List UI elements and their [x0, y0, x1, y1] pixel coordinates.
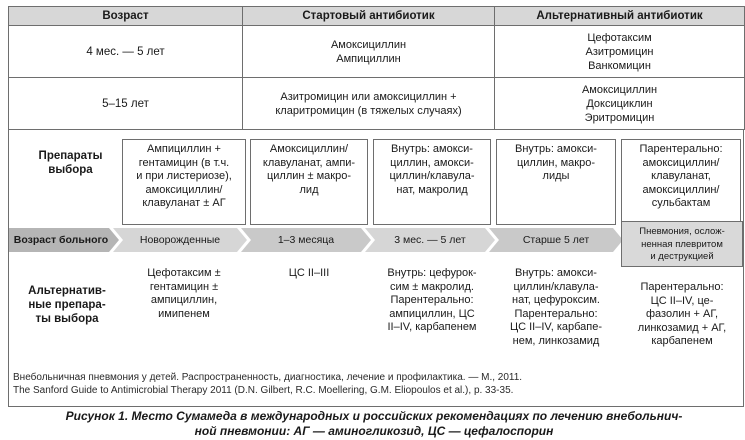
alt-text-line: циллин/клавула- — [513, 280, 599, 293]
alt-text-line: нем, линкозамид — [512, 334, 600, 347]
alt-label-line: Альтернатив- — [28, 285, 106, 297]
alt-text-line: сим ± макролид. — [390, 280, 474, 293]
alt-text-line: фазолин + АГ, — [645, 308, 719, 320]
box-line: и при листериозе), — [136, 170, 232, 182]
alt-text-line: гентамицин ± — [149, 280, 219, 293]
choice-box-1-3-months — [250, 139, 368, 225]
alt-text-line: ЦС II–III — [288, 267, 330, 279]
box-line: Внутрь: амокси- — [391, 143, 473, 155]
alt-3m-5y — [371, 267, 493, 335]
source-line: Внебольничная пневмония у детей. Распространенность, диагностика, лечение и профилактика. — М., 2011. — [13, 372, 523, 383]
box-line: клавуланат, ампи- — [262, 156, 356, 169]
choice-label-line: Препараты — [38, 150, 103, 162]
box-line: циллин/клавула- — [389, 170, 475, 182]
choice-box-newborn — [122, 139, 246, 225]
box-line: ненная плевритом — [641, 238, 723, 250]
header-alt-antibiotic: Альтернативный антибиотик — [495, 7, 745, 26]
alt-line: Ванкомицин — [588, 59, 651, 72]
alt-text-line: карбапенем — [651, 335, 713, 347]
stage-label-1-3-months: 1–3 месяца — [277, 234, 335, 246]
start-line: Азитромицин или амоксициллин + — [280, 90, 457, 103]
alt-text-line: имипенем — [158, 307, 210, 320]
choice-box-3m-5y — [373, 139, 491, 225]
alt-over-5y — [494, 267, 618, 348]
box-line: гентамицин (в т.ч. — [138, 156, 230, 169]
start-line: кларитромицин (в тяжелых случаях) — [275, 104, 462, 117]
box-line: Внутрь: амокси- — [515, 143, 597, 155]
start-cell — [243, 78, 495, 130]
box-line: циллин ± макро- — [266, 170, 352, 182]
box-line: циллин, амокси- — [390, 156, 474, 169]
box-line: амоксициллин/ — [145, 183, 223, 196]
start-line: Амоксициллин — [330, 38, 407, 51]
caption-line: ной пневмонии: АГ — аминогликозид, ЦС — цефалоспорин — [194, 423, 554, 438]
alt-text-line: II–IV, карбапенем — [387, 321, 477, 333]
table-header-row — [9, 7, 745, 26]
alt-text-line: Внутрь: цефурок- — [387, 267, 477, 279]
alt-1-3-months — [250, 267, 368, 281]
header-age: Возраст — [9, 7, 243, 26]
alt-line: Доксициклин — [586, 97, 653, 110]
caption-line: Рисунок 1. Место Сумамеда в международных и российских рекомендациях по лечению внебольнич- — [65, 409, 683, 423]
alt-text-line: Парентерально: — [640, 281, 724, 293]
alt-label-line: ты выбора — [35, 313, 99, 325]
box-line: Парентерально: — [639, 143, 723, 155]
alt-text-line: Парентерально: — [390, 294, 474, 306]
box-line: нат, макролид — [396, 183, 468, 196]
alt-text-line: Парентерально: — [514, 307, 598, 320]
source-references — [9, 371, 745, 397]
age-cell: 5–15 лет — [9, 78, 243, 130]
start-cell — [243, 26, 495, 78]
source-line: The Sanford Guide to Antimicrobial Therapy 2011 (D.N. Gilbert, R.C. Moellering, G.M. Eliopoulos et al.), p. 33-35. — [13, 385, 514, 396]
alt-text-line: ЦС II–IV, це- — [650, 294, 714, 307]
alt-line: Амоксициллин — [581, 83, 658, 96]
box-line: клавуланат, — [651, 170, 711, 182]
alt-text-line: ампициллин, — [150, 294, 218, 306]
stage-label-3m-5y: 3 мес. — 5 лет — [394, 234, 466, 246]
alt-text-line: Цефотаксим ± — [147, 267, 221, 279]
box-line: и деструкцией — [650, 251, 714, 262]
alt-text-line: нат, цефуроксим. — [512, 294, 600, 306]
figure-caption — [6, 409, 742, 438]
box-line: циллин, макро- — [516, 156, 595, 169]
box-line: лиды — [542, 170, 570, 182]
box-line: Ампициллин + — [147, 143, 221, 155]
alt-newborn — [122, 267, 246, 321]
start-line: Ампициллин — [336, 52, 401, 65]
stage-label-newborn: Новорожденные — [139, 234, 221, 246]
alt-label-line: ные препара- — [28, 299, 106, 311]
box-line: Амоксициллин/ — [269, 143, 349, 155]
age-antibiotic-table — [8, 6, 745, 130]
age-cell: 4 мес. — 5 лет — [9, 26, 243, 78]
choice-label-line: выбора — [48, 164, 93, 176]
alt-line: Цефотаксим — [587, 31, 652, 44]
table-row — [9, 78, 745, 130]
choice-box-over-5y — [496, 139, 616, 225]
alt-line: Азитромицин — [585, 45, 654, 58]
box-line: сульбактам — [651, 197, 711, 209]
alt-text-line: ЦС II–IV, карбапе- — [509, 321, 603, 333]
box-line: лид — [299, 183, 319, 196]
alt-row-label — [17, 284, 117, 326]
alt-text-line: ампициллин, ЦС — [389, 307, 475, 320]
choice-row-label — [23, 149, 118, 177]
choice-box-complicated — [621, 139, 741, 225]
table-row — [9, 26, 745, 78]
header-start-antibiotic: Стартовый антибиотик — [243, 7, 495, 26]
alt-cell — [495, 78, 745, 130]
box-line: Пневмония, ослож- — [639, 226, 725, 237]
alt-text-line: Внутрь: амокси- — [515, 267, 597, 279]
box-line: амоксициллин/ — [642, 183, 720, 196]
treatment-diagram — [8, 129, 744, 407]
alt-text-line: линкозамид + АГ, — [637, 321, 727, 334]
alt-line: Эритромицин — [584, 111, 655, 124]
stage-box-complicated — [621, 221, 743, 267]
alt-cell — [495, 26, 745, 78]
box-line: амоксициллин/ — [642, 156, 720, 169]
box-line: клавуланат ± АГ — [142, 197, 226, 209]
alt-complicated — [621, 281, 743, 349]
stage-label-over-5y: Старше 5 лет — [522, 234, 590, 246]
band-start-label: Возраст больного — [13, 234, 109, 246]
